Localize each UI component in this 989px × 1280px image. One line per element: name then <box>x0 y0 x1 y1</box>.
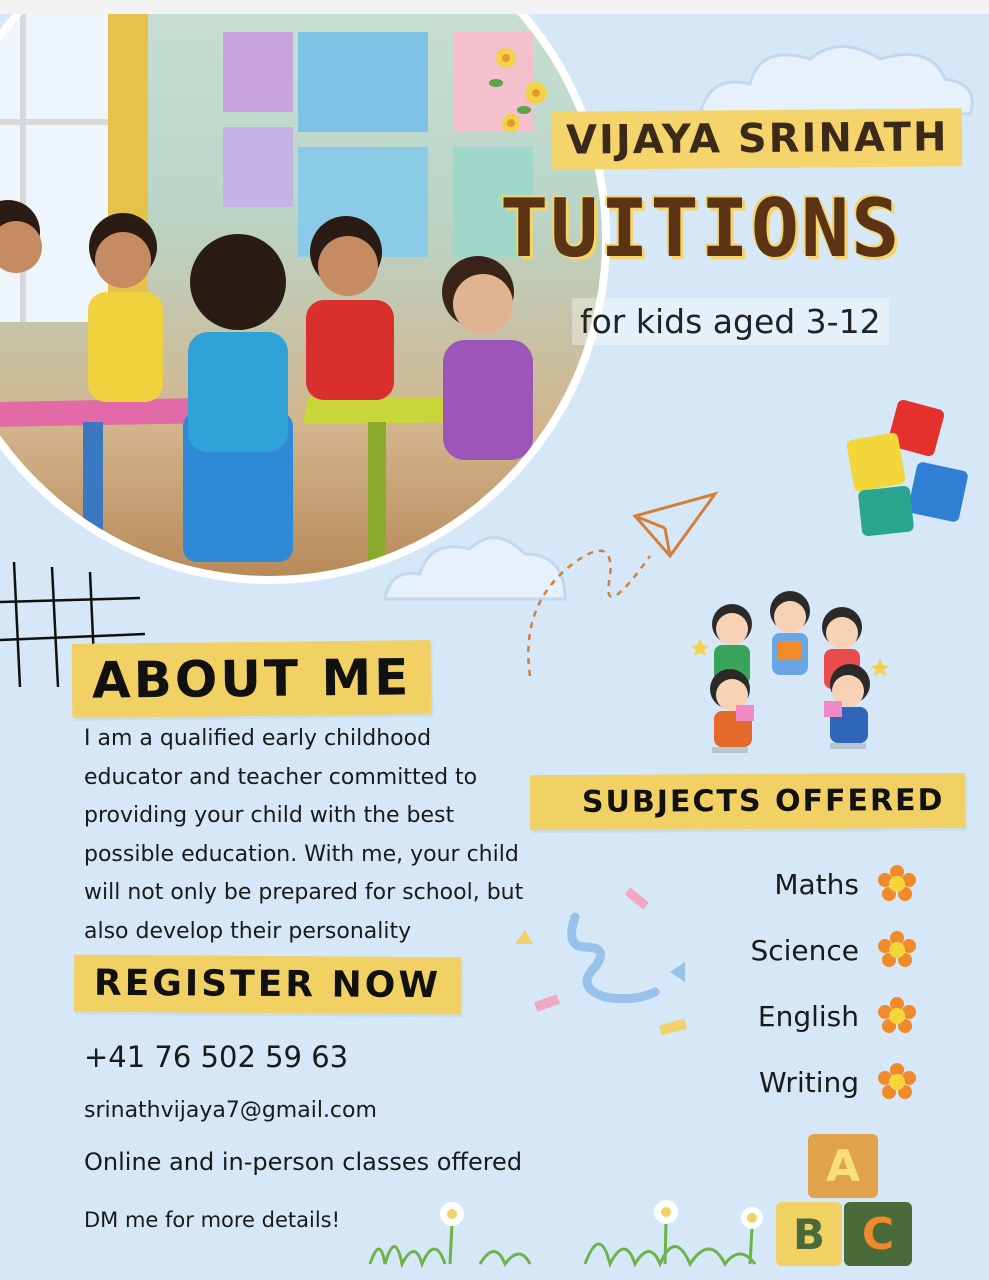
block-b <box>776 1202 842 1266</box>
flower-icon <box>877 930 917 970</box>
phone-number[interactable]: +41 76 502 59 63 <box>84 1040 349 1074</box>
block-letter: A <box>825 1140 861 1192</box>
flower-icon <box>877 1062 917 1102</box>
grass-doodle-icon <box>360 1184 800 1280</box>
about-line: educator and teacher committed to <box>84 764 478 790</box>
about-line: possible education. With me, your child <box>84 841 519 867</box>
subject-item <box>758 996 917 1036</box>
subject-item <box>774 864 917 904</box>
block-letter: C <box>861 1208 895 1260</box>
subject-label: Writing <box>759 1065 859 1099</box>
subject-label: Maths <box>774 867 859 901</box>
block-letter: B <box>792 1209 825 1259</box>
subject-item <box>759 1062 917 1102</box>
register-heading: REGISTER NOW <box>74 955 461 1015</box>
block-a <box>808 1134 878 1198</box>
headline: TUITIONS <box>500 182 902 275</box>
confetti-icon <box>505 882 705 1042</box>
flower-icon <box>877 864 917 904</box>
about-line: will not only be prepared for school, but <box>84 880 524 906</box>
subject-label: Science <box>750 933 859 967</box>
about-line: I am a qualified early childhood <box>84 726 432 751</box>
about-heading: ABOUT ME <box>72 640 432 718</box>
subject-label: English <box>757 999 859 1033</box>
flower-icon <box>877 996 917 1036</box>
kids-reading-illustration <box>690 579 890 774</box>
block-c <box>844 1202 912 1266</box>
about-line: also develop their personality <box>84 918 412 944</box>
flyer <box>0 14 989 1280</box>
about-line: providing your child with the best <box>84 803 455 829</box>
call-to-action: DM me for more details! <box>84 1208 341 1232</box>
puzzle-icon <box>842 396 977 546</box>
about-text <box>84 720 554 952</box>
email-address[interactable]: srinathvijaya7@gmail.com <box>84 1098 377 1123</box>
subjects-heading: SUBJECTS OFFERED <box>530 773 965 830</box>
age-range: for kids aged 3-12 <box>572 298 889 345</box>
abc-blocks <box>776 1134 916 1274</box>
tutor-name: VIJAYA SRINATH <box>552 108 963 170</box>
class-format-note: Online and in-person classes offered <box>84 1148 523 1176</box>
subject-item <box>750 930 917 970</box>
